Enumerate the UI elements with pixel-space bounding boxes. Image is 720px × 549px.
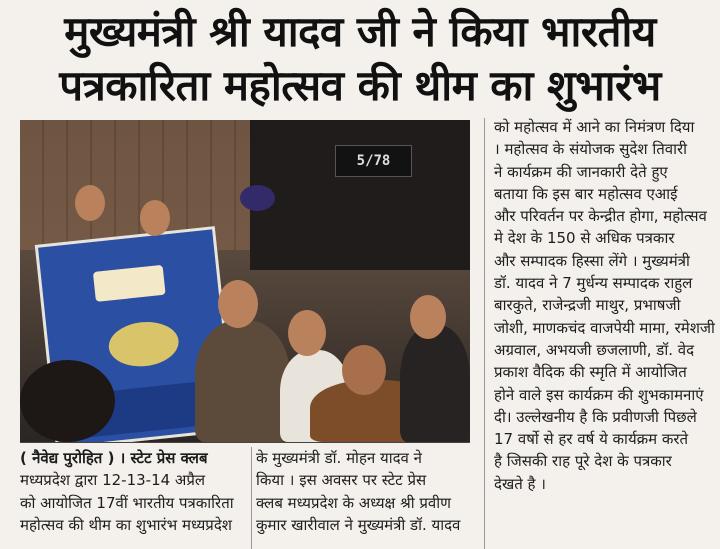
person-figure (195, 320, 290, 442)
article-line: को महोत्सव में आने का निमंत्रण दिया (494, 118, 695, 136)
article-line: और सम्पादक हिस्सा लेंगे । मुख्यमंत्री (494, 251, 690, 270)
article-line: प्रकाश वैदिक की स्मृति में आयोजित (494, 363, 687, 382)
article-line: किया । इस अवसर पर स्टेट प्रेस (256, 471, 427, 490)
article-line: होने वाले इस कार्यक्रम की शुभकामनाएं (494, 385, 704, 404)
article-line: । महोत्सव के संयोजक सुदेश तिवारी (494, 140, 687, 159)
banner-title-block (93, 265, 166, 302)
person-head (288, 310, 326, 356)
article-line: बताया कि इस बार महोत्सव एआई (494, 184, 678, 203)
article-line: बारकुते, राजेन्द्रजी माथुर, प्रभाषजी (494, 296, 681, 315)
banner-emblem (107, 319, 181, 370)
article-line: 17 वर्षो से हर वर्ष ये कार्यक्रम करते (494, 430, 689, 449)
article-line: मे देश के 150 से अधिक पत्रकार (494, 229, 675, 248)
article-line: को आयोजित 17वीं भारतीय पत्रकारिता (20, 493, 234, 512)
turban (240, 185, 275, 211)
headline-line-2: पत्रकारिता महोत्सव की थीम का शुभारंभ (59, 61, 661, 110)
article-line: क्लब मध्यप्रदेश के अध्यक्ष श्री प्रवीण (256, 493, 451, 512)
headline-line-1: मुख्यमंत्री श्री यादव जी ने किया भारतीय (64, 7, 656, 56)
article-line: अग्रवाल, अभयजी छजलाणी, डॉ. वेद (494, 340, 695, 359)
article-line: ( नैवेद्य पुरोहित ) । स्टेट प्रेस क्लब (20, 449, 208, 467)
headline (0, 0, 720, 118)
photo-rule (20, 442, 470, 443)
article-line: देखते है । (494, 474, 546, 493)
news-photo (20, 120, 470, 442)
photo-sign: 5/78 (335, 145, 412, 177)
article-column-1 (20, 447, 248, 536)
article-line: जोशी, माणकचंद वाजपेयी मामा, रमेशजी (494, 318, 715, 337)
article-line: कुमार खारीवाल ने मुख्यमंत्री डॉ. यादव (256, 515, 461, 534)
person-head (342, 345, 386, 395)
article-line: डॉ. यादव ने 7 मुर्धन्य सम्पादक राहुल (494, 274, 693, 293)
article-line: मध्यप्रदेश द्वारा 12-13-14 अप्रैल (20, 471, 206, 490)
person-head (218, 280, 258, 328)
article-column-3 (494, 116, 718, 495)
article-line: ने कार्यक्रम की जानकारी देते हुए (494, 162, 668, 181)
article-line: और परिवर्तन पर केन्द्रीत होगा, महोत्सव (494, 207, 707, 226)
person-hair (20, 360, 115, 442)
photo-background (250, 120, 470, 270)
column-divider (484, 118, 485, 549)
article-line: दी। उल्लेखनीय है कि प्रवीणजी पिछले (494, 407, 697, 426)
article-line: महोत्सव की थीम का शुभारंभ मध्यप्रदेश (20, 515, 233, 534)
photo-wall (20, 120, 250, 250)
person-head (410, 295, 446, 339)
article-column-2 (256, 447, 470, 536)
person-head (75, 185, 105, 221)
person-head (140, 200, 170, 236)
article-line: के मुख्यमंत्री डॉ. मोहन यादव ने (256, 449, 422, 467)
column-divider (251, 447, 252, 549)
person-figure (400, 325, 470, 442)
article-line: है जिसकी राह पूरे देश के पत्रकार (494, 452, 672, 471)
